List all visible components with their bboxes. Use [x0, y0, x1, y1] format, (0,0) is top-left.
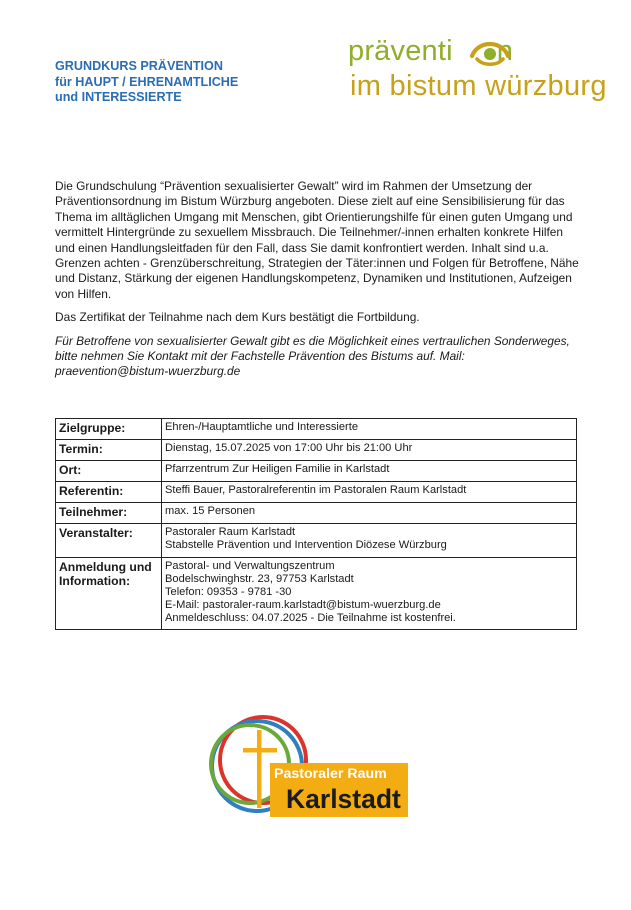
badge-line-2: Karlstadt — [286, 784, 401, 814]
label-line: Anmeldung und — [59, 560, 152, 574]
row-label: Ort: — [56, 461, 162, 482]
row-value — [162, 524, 577, 558]
row-value: max. 15 Personen — [162, 503, 577, 524]
table-row — [56, 440, 577, 461]
value-line: Pastoral- und Verwaltungszentrum — [165, 560, 335, 572]
label-line: Information: — [59, 574, 131, 588]
intro-paragraph: Die Grundschulung “Prävention sexualisierter Gewalt” wird im Rahmen der Umsetzung der Präventionsordnung im Bistum Würzburg angeboten. Diese zielt auf eine Sensibilisierung für das Thema im alltäglichen Umgang mit Menschen, gibt Orientierungshilfe für einen guten Umgang und vermittelt Hintergründe zu sexuellem Missbrauch. Die Teilnehmer/-innen erhalten konkrete Hilfen und einen Handlungsleitfaden für den Fall, dass Sie damit konfrontiert werden. Inhalt sind u.a. Grenzen achten - Grenzüberschreitung, Strategien der Täter:innen und Folgen für Betroffene, Nähe und Distanz, Stärkung der eigenen Handlungskompetenz, Dynamiken und Institutionen, Aufzeigen von Hilfen. — [55, 179, 579, 301]
value-line: Pastoraler Raum Karlstadt — [165, 526, 296, 538]
logo-word-start: präventi — [348, 35, 453, 67]
badge-line-1: Pastoraler Raum — [274, 766, 387, 782]
row-value: Steffi Bauer, Pastoralreferentin im Pastoralen Raum Karlstadt — [162, 482, 577, 503]
course-title-line: und INTERESSIERTE — [55, 90, 182, 105]
course-title — [55, 59, 345, 106]
value-line: E-Mail: pastoraler-raum.karlstadt@bistum-wuerzburg.de — [165, 599, 441, 611]
intro-text — [55, 179, 580, 380]
table-row — [56, 461, 577, 482]
row-label: Termin: — [56, 440, 162, 461]
table-row — [56, 482, 577, 503]
table-row — [56, 503, 577, 524]
pastoraler-raum-badge — [270, 763, 408, 817]
row-label: Veranstalter: — [56, 524, 162, 558]
table-row — [56, 558, 577, 630]
row-value: Pfarrzentrum Zur Heiligen Familie in Karlstadt — [162, 461, 577, 482]
praevention-logo — [348, 34, 618, 104]
victims-contact-note: Für Betroffene von sexualisierter Gewalt gibt es die Möglichkeit eines vertraulichen Sonderweges, bitte nehmen Sie Kontakt mit der Fachstelle Prävention des Bistums auf. Mail: praevention@bistum-wuerzburg.de — [55, 333, 570, 379]
row-value: Ehren-/Hauptamtliche und Interessierte — [162, 419, 577, 440]
value-line: Stabstelle Prävention und Intervention Diözese Würzburg — [165, 539, 447, 551]
value-line: Telefon: 09353 - 9781 -30 — [165, 586, 292, 598]
cross-icon — [257, 730, 262, 808]
course-info-table — [55, 418, 577, 630]
certificate-note: Das Zertifikat der Teilnahme nach dem Kurs bestätigt die Fortbildung. — [55, 310, 420, 325]
value-line: Anmeldeschluss: 04.07.2025 - Die Teilnahme ist kostenfrei. — [165, 612, 456, 624]
course-title-line: GRUNDKURS PRÄVENTION — [55, 59, 223, 73]
row-value — [162, 558, 577, 630]
row-label — [56, 558, 162, 630]
row-label: Teilnehmer: — [56, 503, 162, 524]
value-line: Bodelschwinghstr. 23, 97753 Karlstadt — [165, 573, 354, 585]
course-title-line: für HAUPT / EHRENAMTLICHE — [55, 74, 239, 89]
row-value: Dienstag, 15.07.2025 von 17:00 Uhr bis 21:00 Uhr — [162, 440, 577, 461]
table-row — [56, 524, 577, 558]
logo-word-end: n — [496, 35, 514, 67]
row-label: Referentin: — [56, 482, 162, 503]
row-label: Zielgruppe: — [56, 419, 162, 440]
table-row — [56, 419, 577, 440]
logo-line-2: im bistum würzburg — [350, 70, 607, 102]
eye-icon — [468, 35, 512, 69]
